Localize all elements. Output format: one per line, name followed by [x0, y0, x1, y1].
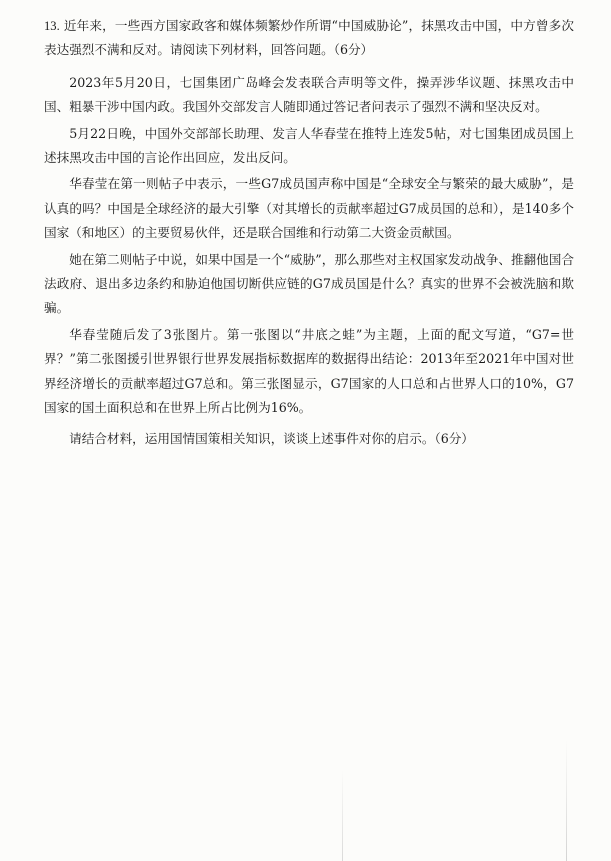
question-block	[44, 14, 574, 451]
scan-edge-line	[566, 740, 567, 861]
material-paragraph-2: 5月22日晚，中国外交部部长助理、发言人华春莹在推特上连发5帖，对七国集团成员国上述抹黑攻击中国的言论作出回应，发出反问。	[44, 125, 574, 166]
material-paragraph-1: 2023年5月20日，七国集团广岛峰会发表联合声明等文件，操弄涉华议题、抹黑攻击中国、粗暴干涉中国内政。我国外交部发言人随即通过答记者问表示了强烈不满和坚决反对。	[44, 74, 574, 115]
question-task: 请结合材料，运用国情国策相关知识，谈谈上述事件对你的启示。（6分）	[69, 430, 474, 446]
question-stem	[44, 14, 574, 63]
scan-fold-line	[342, 770, 343, 861]
material-paragraph-4: 她在第二则帖子中说，如果中国是一个“威胁”，那么那些对主权国家发动战争、推翻他国合法政府、退出多边条约和胁迫他国切断供应链的G7成员国是什么？真实的世界不会被洗脑和欺骗。	[44, 251, 574, 316]
question-number: 13.	[44, 19, 60, 33]
question-intro: 近年来，一些西方国家政客和媒体频繁炒作所谓“中国威胁论”，抹黑攻击中国，中方曾多次表达强烈不满和反对。请阅读下列材料，回答问题。（6分）	[44, 18, 574, 58]
material-paragraph-3: 华春莹在第一则帖子中表示，一些G7成员国声称中国是“全球安全与繁荣的最大威胁”，是认真的吗？中国是全球经济的最大引擎（对其增长的贡献率超过G7成员国的总和），是140多个国家（和地区）的主要贸易伙伴，还是联合国维和行动第二大资金贡献国。	[44, 176, 574, 241]
material-paragraph-5: 华春莹随后发了3张图片。第一张图以“井底之蛙”为主题，上面的配文写道，“G7=世界？”第二张图援引世界银行世界发展指标数据库的数据得出结论：2013年至2021年中国对世界经济增长的贡献率超过G7总和。第三张图显示，G7国家的人口总和占世界人口的10%，G7国家的国土面积总和在世界上所占比例为16%。	[44, 326, 574, 416]
